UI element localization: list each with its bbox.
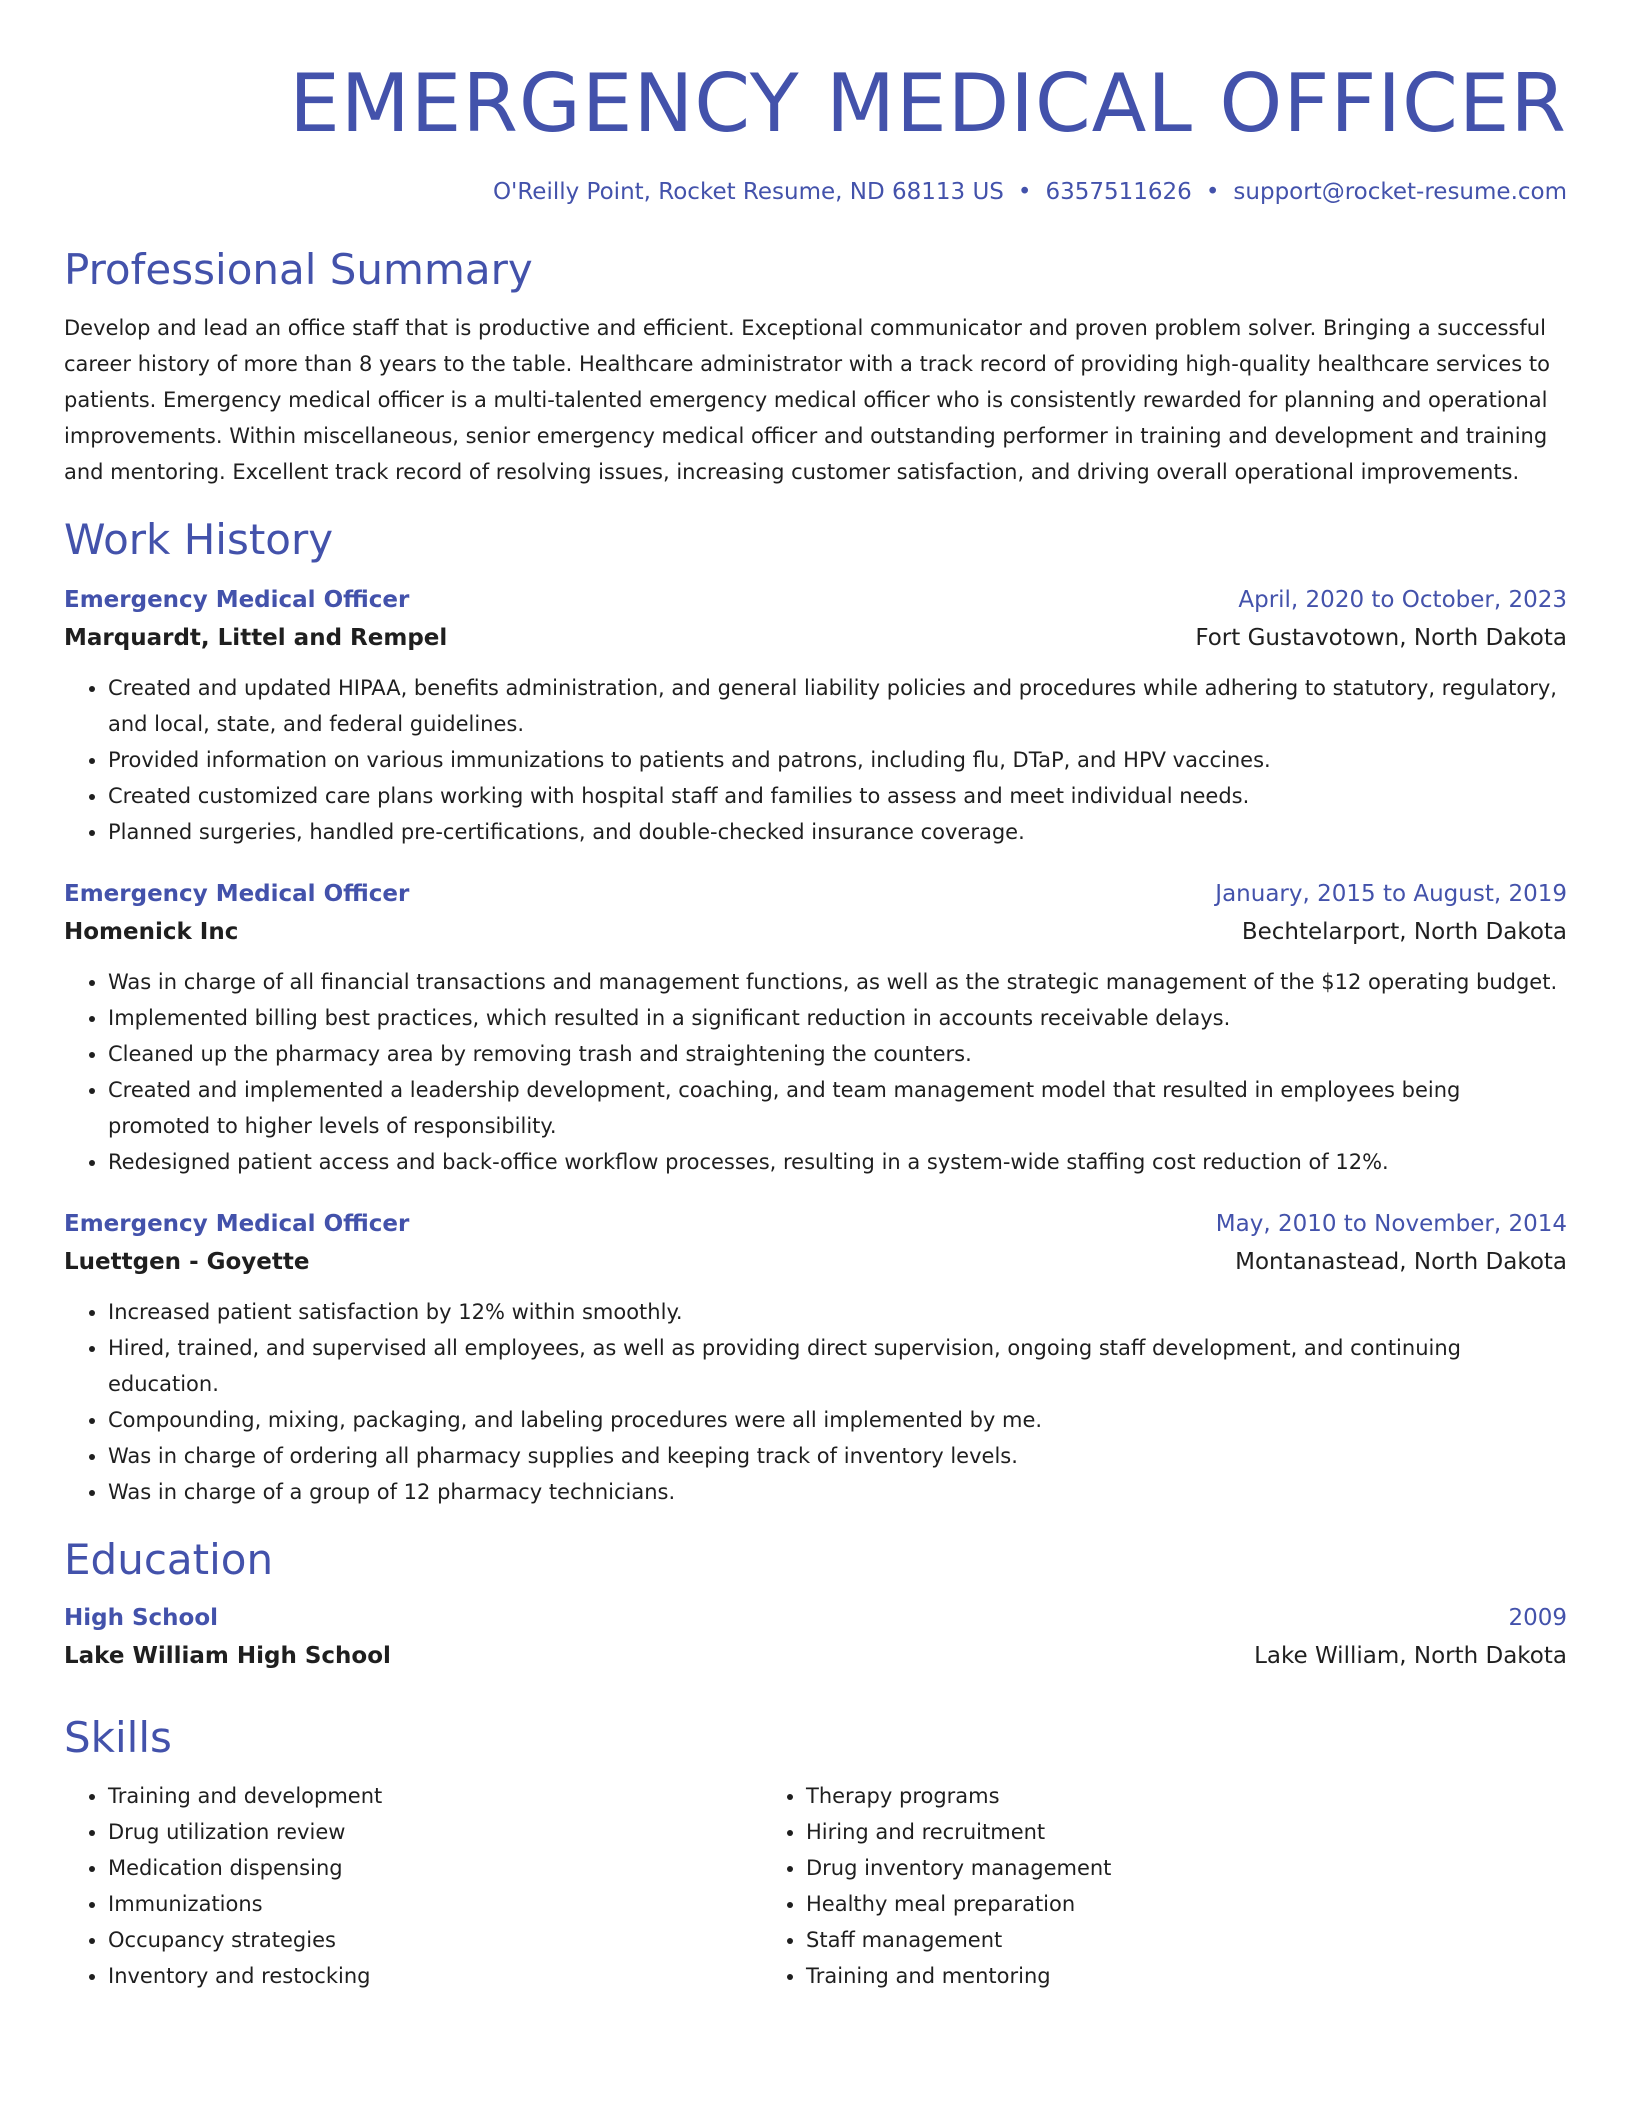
job-entry [64, 876, 1567, 1180]
contact-separator: • [1205, 179, 1220, 205]
job-company: Marquardt, Littel and Rempel [64, 625, 448, 651]
job-bullet: • Cleaned up the pharmacy area by removing trash and straightening the counters. [108, 1036, 1567, 1072]
job-location: Montanastead, North Dakota [1235, 1249, 1567, 1275]
job-bullet: • Was in charge of ordering all pharmacy supplies and keeping track of inventory levels. [108, 1438, 1567, 1474]
job-bullet: • Created and implemented a leadership development, coaching, and team management model that resulted in employees being promoted to higher levels of responsibility. [108, 1072, 1567, 1144]
job-location: Bechtelarport, North Dakota [1241, 919, 1567, 945]
skill-item: • Staff management [806, 1922, 1460, 1958]
job-bullet: • Planned surgeries, handled pre-certifications, and double-checked insurance coverage. [108, 814, 1567, 850]
skill-item: • Drug utilization review [108, 1814, 762, 1850]
work-history-heading: Work History [64, 515, 334, 564]
skill-item: • Training and mentoring [806, 1958, 1460, 1994]
job-location: Fort Gustavotown, North Dakota [1195, 625, 1567, 651]
job-entry [64, 1206, 1567, 1510]
education-degree: High School [64, 1605, 219, 1631]
job-bullet: • Was in charge of a group of 12 pharmacy technicians. [108, 1474, 1567, 1510]
job-role: Emergency Medical Officer [64, 587, 410, 613]
contact-separator: • [1017, 179, 1032, 205]
job-dates: January, 2015 to August, 2019 [1215, 881, 1567, 907]
job-company: Homenick Inc [64, 919, 239, 945]
skills-grid [64, 1778, 1567, 1994]
job-bullets [64, 964, 1567, 1180]
resume-name: EMERGENCY MEDICAL OFFICER [289, 57, 1567, 150]
job-bullets [64, 1294, 1567, 1510]
job-bullet: • Hired, trained, and supervised all employees, as well as providing direct supervision, ongoing staff development, and continuing education. [108, 1330, 1567, 1402]
work-history-list [64, 582, 1567, 1510]
resume-page [64, 0, 1567, 1994]
contact-address: O'Reilly Point, Rocket Resume, ND 68113 US [492, 179, 1004, 205]
job-bullet: • Compounding, mixing, packaging, and labeling procedures were all implemented by me. [108, 1402, 1567, 1438]
job-bullet: • Redesigned patient access and back-office workflow processes, resulting in a system-wide staffing cost reduction of 12%. [108, 1144, 1567, 1180]
job-bullet: • Was in charge of all financial transactions and management functions, as well as the strategic management of the $12 operating budget. [108, 964, 1567, 1000]
skill-item: • Therapy programs [806, 1778, 1460, 1814]
contact-line [64, 176, 1567, 208]
job-dates: May, 2010 to November, 2014 [1215, 1211, 1567, 1237]
job-role: Emergency Medical Officer [64, 881, 410, 907]
education-school: Lake William High School [64, 1643, 391, 1669]
skill-item: • Occupancy strategies [108, 1922, 762, 1958]
job-bullet: • Increased patient satisfaction by 12% within smoothly. [108, 1294, 1567, 1330]
job-bullet: • Provided information on various immunizations to patients and patrons, including flu, DTaP, and HPV vaccines. [108, 742, 1567, 778]
job-role: Emergency Medical Officer [64, 1211, 410, 1237]
skills-column-right [762, 1778, 1460, 1994]
job-bullet: • Implemented billing best practices, which resulted in a significant reduction in accounts receivable delays. [108, 1000, 1567, 1036]
skills-heading: Skills [64, 1713, 172, 1762]
job-company: Luettgen - Goyette [64, 1249, 310, 1275]
education-location: Lake William, North Dakota [1254, 1643, 1567, 1669]
job-dates: April, 2020 to October, 2023 [1238, 587, 1567, 613]
skill-item: • Healthy meal preparation [806, 1886, 1460, 1922]
summary-heading: Professional Summary [64, 245, 533, 294]
job-bullets [64, 670, 1567, 850]
job-entry [64, 582, 1567, 850]
skill-item: • Hiring and recruitment [806, 1814, 1460, 1850]
education-heading: Education [64, 1535, 274, 1584]
contact-email[interactable]: support@rocket-resume.com [1233, 179, 1567, 205]
skill-item: • Drug inventory management [806, 1850, 1460, 1886]
education-entry [64, 1600, 1567, 1676]
job-bullet: • Created and updated HIPAA, benefits administration, and general liability policies and procedures while adhering to statutory, regulatory, and local, state, and federal guidelines. [108, 670, 1567, 742]
contact-phone[interactable]: 6357511626 [1045, 179, 1192, 205]
skill-item: • Medication dispensing [108, 1850, 762, 1886]
skill-item: • Training and development [108, 1778, 762, 1814]
education-year: 2009 [1508, 1605, 1567, 1631]
skill-item: • Inventory and restocking [108, 1958, 762, 1994]
summary-text: Develop and lead an office staff that is productive and efficient. Exceptional communicator and proven problem solver. Bringing a successful career history of more than 8 years to the table. Healthcare administrator with a track record of providing high-quality healthcare services to patients. Emergency medical officer is a multi-talented emergency medical officer who is consistently rewarded for planning and operational improvements. Within miscellaneous, senior emergency medical officer and outstanding performer in training and development and training and mentoring. Excellent track record of resolving issues, increasing customer satisfaction, and driving overall operational improvements. [64, 316, 1550, 484]
job-bullet: • Created customized care plans working with hospital staff and families to assess and meet individual needs. [108, 778, 1567, 814]
skills-column-left [64, 1778, 762, 1994]
skill-item: • Immunizations [108, 1886, 762, 1922]
